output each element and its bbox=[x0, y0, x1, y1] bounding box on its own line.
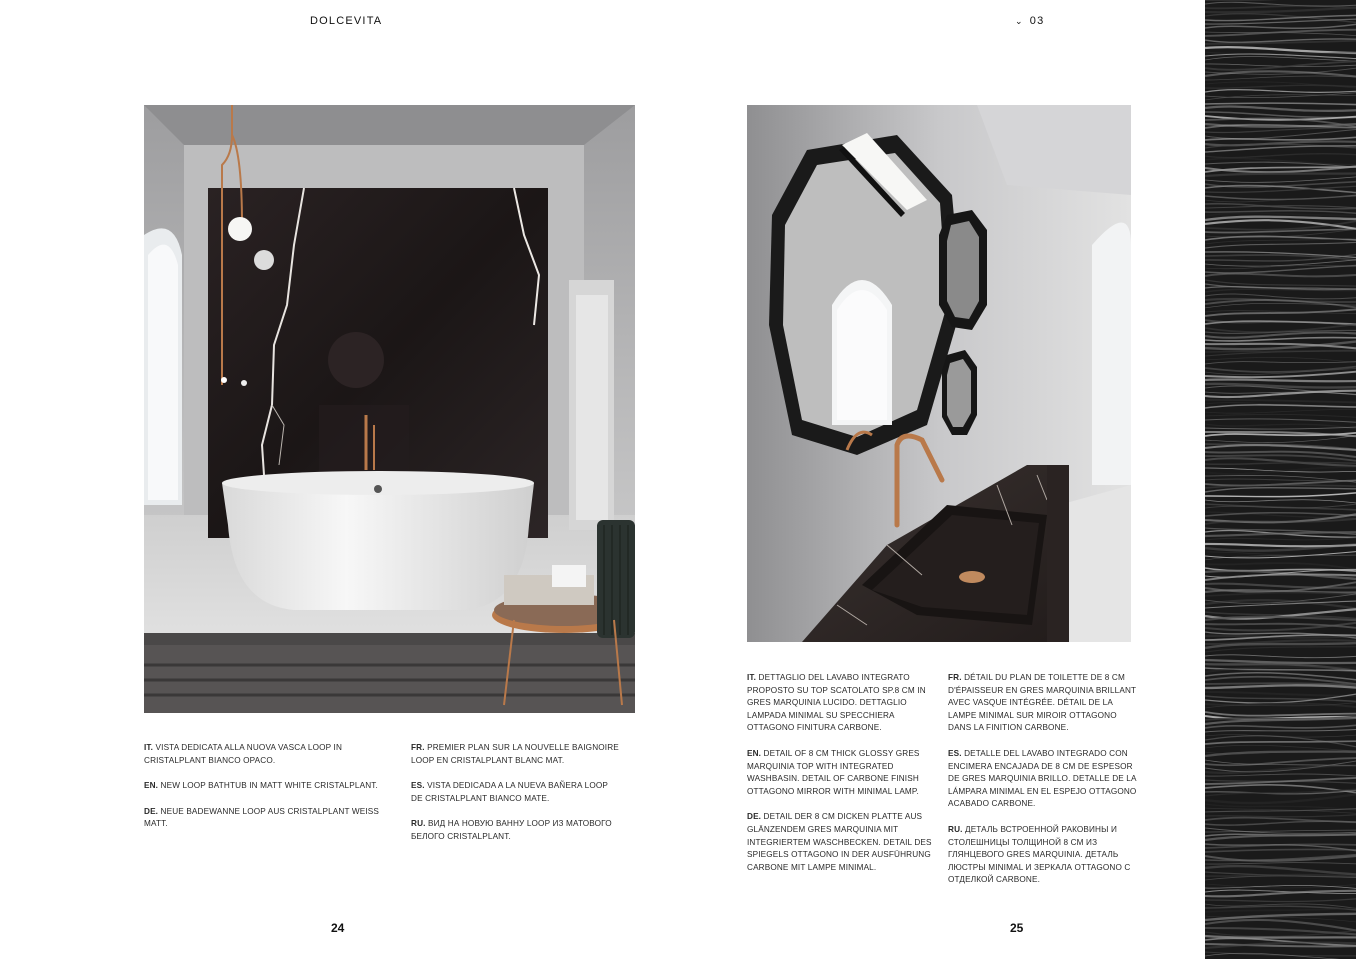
right-page bbox=[678, 0, 1205, 959]
caption-de: DE. DETAIL DER 8 CM DICKEN PLATTE AUS GLÄNZENDEM GRES MARQUINIA MIT INTEGRIERTEM WASCHBECKEN. DETAIL DES SPIEGELS OTTAGONO IN DER AUSFÜHRUNG CARBONE MIT LAMPE MINIMAL. bbox=[747, 812, 932, 872]
brand-header: DOLCEVITA bbox=[310, 15, 383, 27]
caption-ru: RU. ВИД НА НОВУЮ ВАННУ LOOP ИЗ МАТОВОГО БЕЛОГО CRISTALPLANT. bbox=[411, 819, 612, 841]
caption-en: EN. DETAIL OF 8 CM THICK GLOSSY GRES MARQUINIA TOP WITH INTEGRATED WASHBASIN. DETAIL OF CARBONE FINISH OTTAGONO MIRROR WITH MINIMAL LAMP. bbox=[747, 748, 920, 796]
caption-fr: FR. PREMIER PLAN SUR LA NOUVELLE BAIGNOIRE LOOP EN CRISTALPLANT BLANC MAT. bbox=[411, 743, 619, 765]
page-number-right: 25 bbox=[1010, 921, 1024, 935]
caption-de: DE. NEUE BADEWANNE LOOP AUS CRISTALPLANT WEISS MATT. bbox=[144, 806, 380, 829]
caption-column-right-2 bbox=[948, 672, 1138, 900]
section-header bbox=[1015, 15, 1044, 27]
caption-column-left-2 bbox=[411, 742, 621, 857]
caption-it: IT. VISTA DEDICATA ALLA NUOVA VASCA LOOP IN CRISTALPLANT BIANCO OPACO. bbox=[144, 743, 343, 765]
caption-fr: FR. DÉTAIL DU PLAN DE TOILETTE DE 8 CM D'ÉPAISSEUR EN GRES MARQUINIA BRILLANT AVEC VASQUE INTÉGRÉE. DÉTAIL DE LA LAMPE MINIMAL SUR MIROIR OTTAGONO DANS LA FINITION CARBONE. bbox=[948, 673, 1137, 733]
caption-column-left-1 bbox=[144, 742, 394, 844]
bathtub-photo bbox=[144, 105, 635, 713]
caption-es: ES. DETALLE DEL LAVABO INTEGRADO CON ENCIMERA ENCAJADA DE 8 CM DE ESPESOR DE GRES MARQUINIA BRILLO. DETALLE DE LA LÁMPARA MINIMAL EN EL ESPEJO OTTAGONO ACABADO CARBONE. bbox=[948, 748, 1137, 809]
section-number: 03 bbox=[1029, 15, 1045, 27]
caption-es: ES. VISTA DEDICADA A LA NUEVA BAÑERA LOOP DE CRISTALPLANT BIANCO MATE. bbox=[411, 781, 608, 803]
caption-it: IT. DETTAGLIO DEL LAVABO INTEGRATO PROPOSTO SU TOP SCATOLATO SP.8 CM IN GRES MARQUINIA LUCIDO. DETTAGLIO LAMPADA MINIMAL SU SPECCHIERA OTTAGONO FINITURA CARBONE. bbox=[747, 673, 926, 733]
caption-en: EN. NEW LOOP BATHTUB IN MATT WHITE CRISTALPLANT. bbox=[144, 781, 378, 791]
carbon-wood-texture-strip bbox=[1205, 0, 1356, 959]
caption-ru: RU. ДЕТАЛЬ ВСТРОЕННОЙ РАКОВИНЫ И СТОЛЕШНИЦЫ ТОЛЩИНОЙ 8 СМ ИЗ ГЛЯНЦЕВОГО GRES MARQUINIA. ДЕТАЛЬ ЛЮСТРЫ MINIMAL И ЗЕРКАЛА OTTAGONO С ОТДЕЛКОЙ CARBONE. bbox=[948, 824, 1131, 885]
caption-column-right-1 bbox=[747, 672, 937, 887]
chevron-down-icon: ⌄ bbox=[1015, 15, 1024, 26]
washbasin-photo bbox=[747, 105, 1131, 642]
page-number-left: 24 bbox=[331, 921, 345, 935]
